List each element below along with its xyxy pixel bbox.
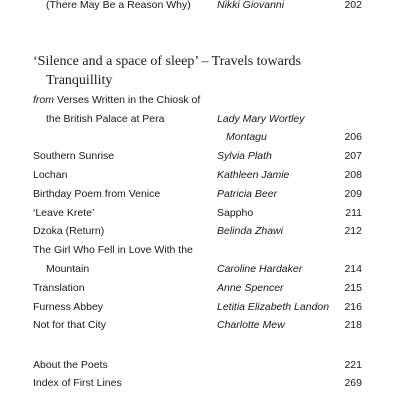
toc-back-matter-entry [0, 356, 400, 374]
entry-page: 211 [345, 207, 362, 219]
entry-page: 215 [344, 282, 362, 294]
entry-page: 212 [344, 225, 362, 237]
section-heading-line-2: Tranquillity [46, 73, 113, 88]
toc-entry [0, 91, 400, 109]
entry-author: Sappho [217, 207, 254, 219]
entry-page: 218 [344, 319, 362, 331]
entry-title: Translation [33, 282, 85, 294]
entry-title: Index of First Lines [33, 377, 122, 389]
toc-back-matter-entry [0, 374, 400, 392]
entry-page: 221 [344, 359, 362, 371]
entry-page: 206 [344, 131, 362, 143]
section-heading-line-1: ‘Silence and a space of sleep’ – Travels towards [33, 54, 301, 69]
entry-author: Charlotte Mew [217, 319, 285, 331]
entry-author: Montagu [226, 131, 267, 143]
entry-title-text: Verses Written in the Chiosk of [56, 94, 201, 106]
entry-author: Patricia Beer [217, 188, 278, 200]
toc-entry [0, 260, 400, 278]
toc-entry [0, 316, 400, 334]
toc-entry [0, 222, 400, 240]
toc-entry [0, 298, 400, 316]
entry-author: Sylvia Plath [217, 150, 272, 162]
toc-entry [0, 185, 400, 203]
toc-entry [0, 279, 400, 297]
entry-title [33, 91, 200, 109]
entry-prefix: from [33, 94, 54, 106]
entry-title: Southern Sunrise [33, 150, 115, 162]
entry-page: 202 [344, 0, 362, 11]
entry-author: Lady Mary Wortley [217, 113, 305, 125]
entry-page: 214 [344, 263, 362, 275]
toc-entry [0, 204, 400, 222]
entry-title: Not for that City [33, 319, 106, 331]
entry-author: Anne Spencer [217, 282, 284, 294]
entry-title: Birthday Poem from Venice [33, 188, 161, 200]
entry-title: Dzoka (Return) [33, 225, 105, 237]
entry-title: Lochan [33, 169, 68, 181]
entry-title: About the Poets [33, 359, 108, 371]
entry-page: 207 [344, 150, 362, 162]
entry-title: The Girl Who Fell in Love With the [33, 244, 193, 256]
entry-page: 208 [344, 169, 362, 181]
toc-entry [0, 110, 400, 128]
entry-title: ‘Leave Krete’ [33, 207, 95, 219]
entry-author: Belinda Zhawi [217, 225, 283, 237]
toc-entry [0, 241, 400, 259]
entry-title: (There May Be a Reason Why) [46, 0, 191, 11]
entry-page: 269 [344, 377, 362, 389]
entry-page: 216 [344, 301, 362, 313]
toc-entry [0, 166, 400, 184]
toc-entry [0, 128, 400, 146]
entry-title: the British Palace at Pera [46, 113, 165, 125]
toc-entry [0, 147, 400, 165]
entry-title: Furness Abbey [33, 301, 104, 313]
toc-entry [0, 0, 400, 14]
section-heading [33, 52, 373, 90]
entry-author: Caroline Hardaker [217, 263, 303, 275]
entry-author: Nikki Giovanni [217, 0, 285, 11]
entry-author: Kathleen Jamie [217, 169, 290, 181]
entry-page: 209 [344, 188, 362, 200]
entry-author: Letitia Elizabeth Landon [217, 301, 330, 313]
entry-title: Mountain [46, 263, 90, 275]
